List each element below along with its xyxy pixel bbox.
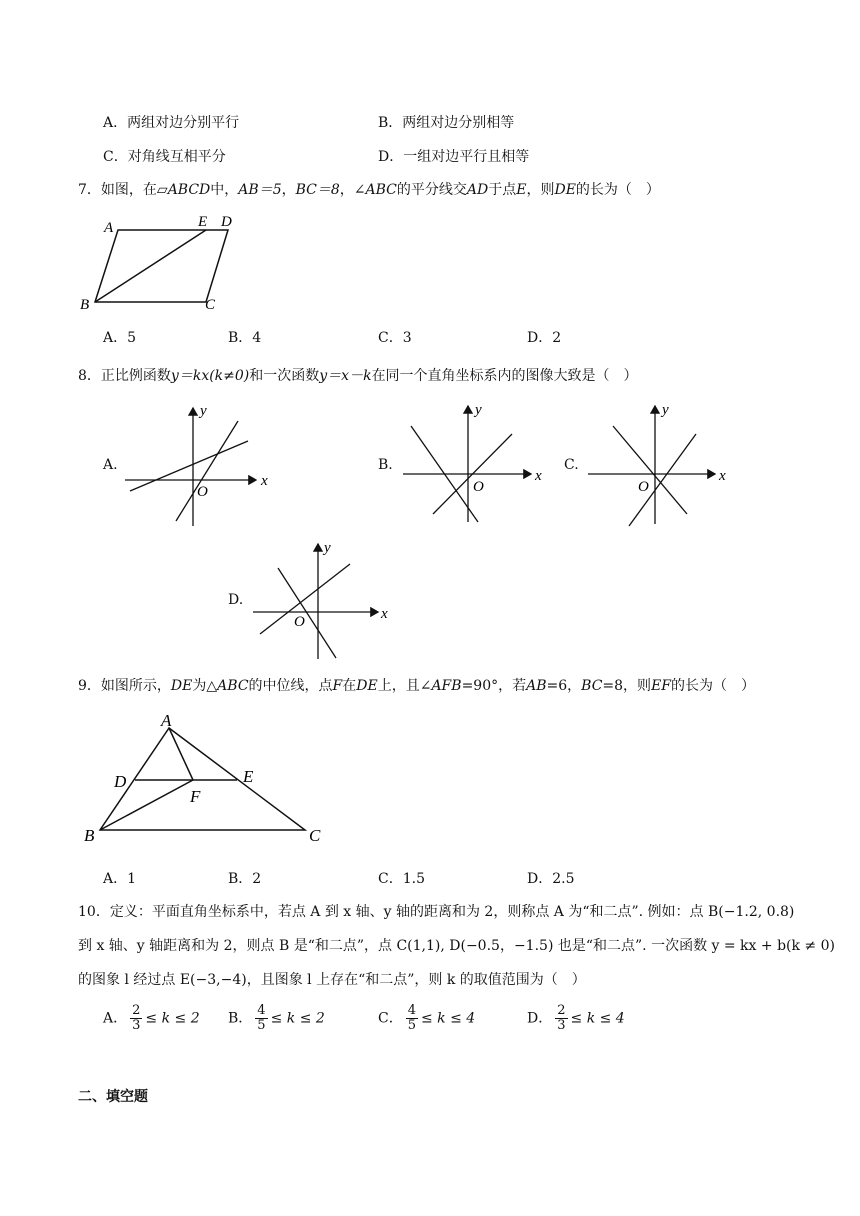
q7-option-a: A．5 xyxy=(103,330,137,346)
q9-label-b: B xyxy=(84,826,95,845)
q10-option-d: D． $\frac{2}{3}$ ≤ k ≤ 4 xyxy=(527,1003,625,1033)
q8-option-b-label: B. xyxy=(378,457,393,473)
q8-b-x-label: x xyxy=(535,468,542,484)
fraction: $\frac{2}{3}$ xyxy=(557,1003,566,1033)
q8-d-y-label: y xyxy=(324,540,331,556)
q10-option-b: B． $\frac{4}{5}$ ≤ k ≤ 2 xyxy=(228,1003,325,1033)
q7-label-d: D xyxy=(221,214,232,230)
q8-d-x-label: x xyxy=(381,606,388,622)
q8-graph-c xyxy=(585,400,740,530)
section-heading: 二、填空题 xyxy=(78,1089,148,1105)
q7-label-a: A xyxy=(104,220,114,236)
q8-option-a-label: A. xyxy=(103,457,118,473)
q9-option-c: C．1.5 xyxy=(378,871,425,887)
q7-option-d: D．2 xyxy=(527,330,562,346)
q9-label-e: E xyxy=(243,767,254,786)
q8-a-x-label: x xyxy=(261,473,268,489)
q9-option-b: B．2 xyxy=(228,871,262,887)
fraction: $\frac{2}{3}$ xyxy=(132,1003,141,1033)
q8-a-y-label: y xyxy=(200,403,207,419)
q8-b-y-label: y xyxy=(475,402,482,418)
q9-label-f: F xyxy=(190,787,201,806)
q6-option-b: B．两组对边分别相等 xyxy=(378,115,515,131)
q8-graph-a xyxy=(118,400,283,530)
fraction: $\frac{4}{5}$ xyxy=(257,1003,266,1033)
q9-label-d: D xyxy=(114,772,127,791)
q9-label-c: C xyxy=(309,826,321,845)
q7-stem: 7．如图，在▱ABCD中，AB＝5，BC＝8，∠ABC的平分线交AD于点E，则DE的长为（ ） xyxy=(78,182,660,198)
q10-line-1: 10．定义：平面直角坐标系中，若点 A 到 x 轴、y 轴的距离和为 2，则称点 A 为“和二点”. 例如：点 B(−1.2, 0.8) xyxy=(78,904,795,920)
q7-label-b: B xyxy=(80,297,90,313)
q9-label-a: A xyxy=(161,711,172,730)
q10-line-3: 的图象 l 经过点 E(−3,−4)，且图象 l 上存在“和二点”，则 k 的取值范围为（ ） xyxy=(78,972,586,988)
q8-c-y-label: y xyxy=(662,402,669,418)
q6-option-a: A．两组对边分别平行 xyxy=(103,115,240,131)
q9-option-a: A．1 xyxy=(103,871,137,887)
q8-stem: 8．正比例函数y＝kx(k≠0)和一次函数y＝x－k在同一个直角坐标系内的图像大致是（ ） xyxy=(78,368,638,384)
q6-option-d: D．一组对边平行且相等 xyxy=(378,149,530,165)
q9-stem: 9．如图所示，DE为△ABC的中位线，点F在DE上，且∠AFB=90°，若AB=6，BC=8，则EF的长为（ ） xyxy=(78,678,755,694)
q8-c-x-label: x xyxy=(719,468,726,484)
q10-line-2: 到 x 轴、y 轴距离和为 2，则点 B 是“和二点”，点 C(1,1), D(−0.5，−1.5) 也是“和二点”. 一次函数 y = kx + b(k ≠ 0) xyxy=(78,938,835,954)
q7-option-b: B．4 xyxy=(228,330,262,346)
q8-graph-d xyxy=(250,538,400,663)
q8-d-origin-label: O xyxy=(294,614,305,630)
q10-option-a: A． $\frac{2}{3}$ ≤ k ≤ 2 xyxy=(103,1003,200,1033)
q9-option-d: D．2.5 xyxy=(527,871,575,887)
q8-option-d-label: D. xyxy=(228,592,244,608)
q7-option-c: C．3 xyxy=(378,330,412,346)
q10-option-c: C． $\frac{4}{5}$ ≤ k ≤ 4 xyxy=(378,1003,476,1033)
fraction: $\frac{4}{5}$ xyxy=(407,1003,416,1033)
q8-b-origin-label: O xyxy=(473,479,484,495)
q7-label-c: C xyxy=(205,297,216,313)
q9-triangle-figure xyxy=(80,708,335,850)
q8-graph-b xyxy=(398,400,553,528)
q7-label-e: E xyxy=(198,214,208,230)
q8-a-origin-label: O xyxy=(197,484,208,500)
q8-option-c-label: C. xyxy=(564,457,579,473)
q7-parallelogram-figure xyxy=(78,210,248,315)
q6-option-c: C．对角线互相平分 xyxy=(103,149,226,165)
q8-c-origin-label: O xyxy=(638,479,649,495)
